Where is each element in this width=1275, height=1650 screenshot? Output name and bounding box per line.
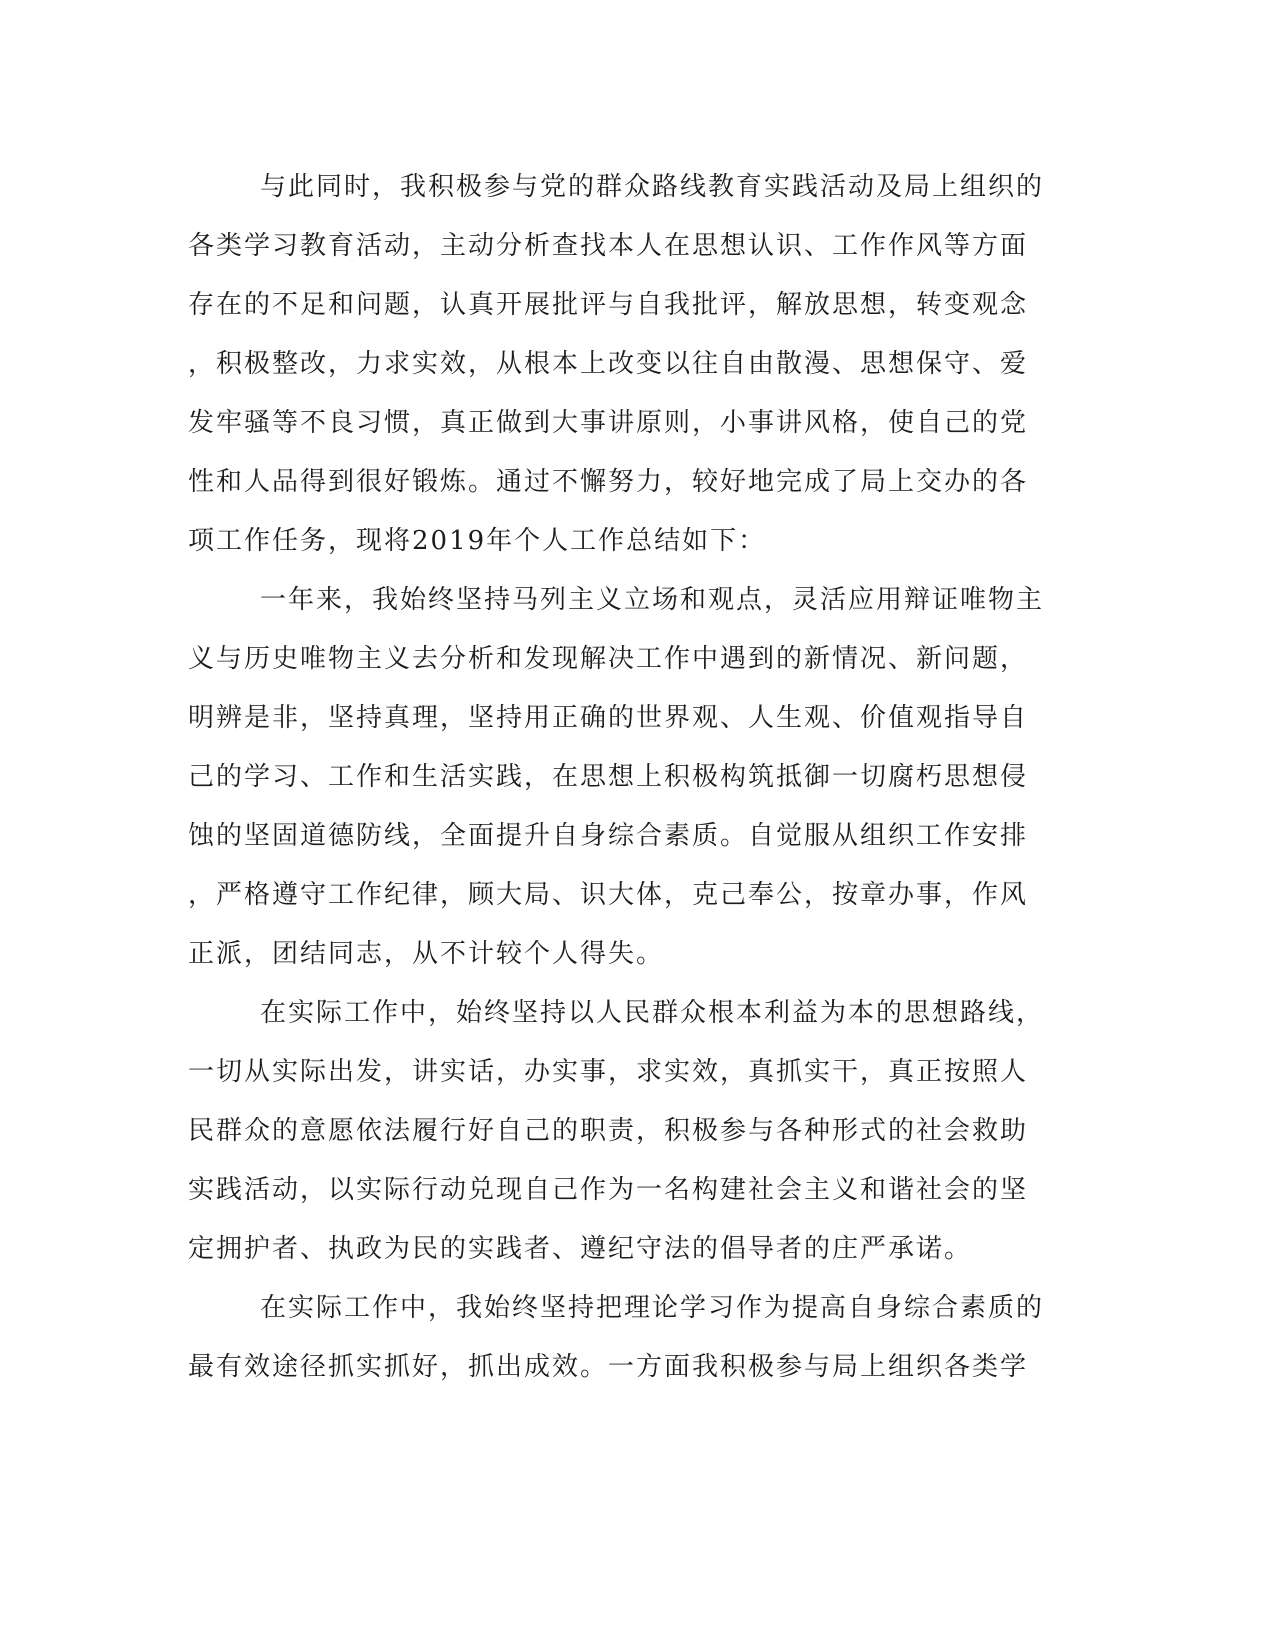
document-body xyxy=(188,158,1068,1397)
text-line: 义与历史唯物主义去分析和发现解决工作中遇到的新情况、新问题， xyxy=(188,644,1029,674)
text-line: 民群众的意愿依法履行好自己的职责，积极参与各种形式的社会救助 xyxy=(188,1116,1029,1146)
text-line: 蚀的坚固道德防线，全面提升自身综合素质。自觉服从组织工作安排 xyxy=(188,821,1029,851)
text-line: 各类学习教育活动，主动分析查找本人在思想认识、工作作风等方面 xyxy=(188,231,1029,261)
paragraph-3 xyxy=(188,984,1068,1279)
text-line: 己的学习、工作和生活实践，在思想上积极构筑抵御一切腐朽思想侵 xyxy=(188,762,1029,792)
text-line: 一切从实际出发，讲实话，办实事，求实效，真抓实干，真正按照人 xyxy=(188,1057,1029,1087)
text-line: 正派，团结同志，从不计较个人得失。 xyxy=(188,939,665,969)
text-line: 明辨是非，坚持真理，坚持用正确的世界观、人生观、价值观指导自 xyxy=(188,703,1029,733)
text-line: 与此同时，我积极参与党的群众路线教育实践活动及局上组织的 xyxy=(260,172,1045,202)
text-line: 实践活动，以实际行动兑现自己作为一名构建社会主义和谐社会的坚 xyxy=(188,1175,1029,1205)
text-line: 存在的不足和问题，认真开展批评与自我批评，解放思想，转变观念 xyxy=(188,290,1029,320)
text-line: 项工作任务，现将2019年个人工作总结如下： xyxy=(188,526,767,556)
paragraph-2 xyxy=(188,571,1068,984)
text-line: ，积极整改，力求实效，从根本上改变以往自由散漫、思想保守、爱 xyxy=(188,349,1029,379)
text-line: 性和人品得到很好锻炼。通过不懈努力，较好地完成了局上交办的各 xyxy=(188,467,1029,497)
text-line: ，严格遵守工作纪律，顾大局、识大体，克己奉公，按章办事，作风 xyxy=(188,880,1029,910)
text-line: 在实际工作中，我始终坚持把理论学习作为提高自身综合素质的 xyxy=(260,1293,1045,1323)
text-line: 在实际工作中，始终坚持以人民群众根本利益为本的思想路线， xyxy=(260,998,1045,1028)
text-line: 一年来，我始终坚持马列主义立场和观点，灵活应用辩证唯物主 xyxy=(260,585,1045,615)
paragraph-4 xyxy=(188,1279,1068,1397)
text-line: 定拥护者、执政为民的实践者、遵纪守法的倡导者的庄严承诺。 xyxy=(188,1234,973,1264)
text-line: 最有效途径抓实抓好，抓出成效。一方面我积极参与局上组织各类学 xyxy=(188,1352,1029,1382)
paragraph-1 xyxy=(188,158,1068,571)
text-line: 发牢骚等不良习惯，真正做到大事讲原则，小事讲风格，使自己的党 xyxy=(188,408,1029,438)
